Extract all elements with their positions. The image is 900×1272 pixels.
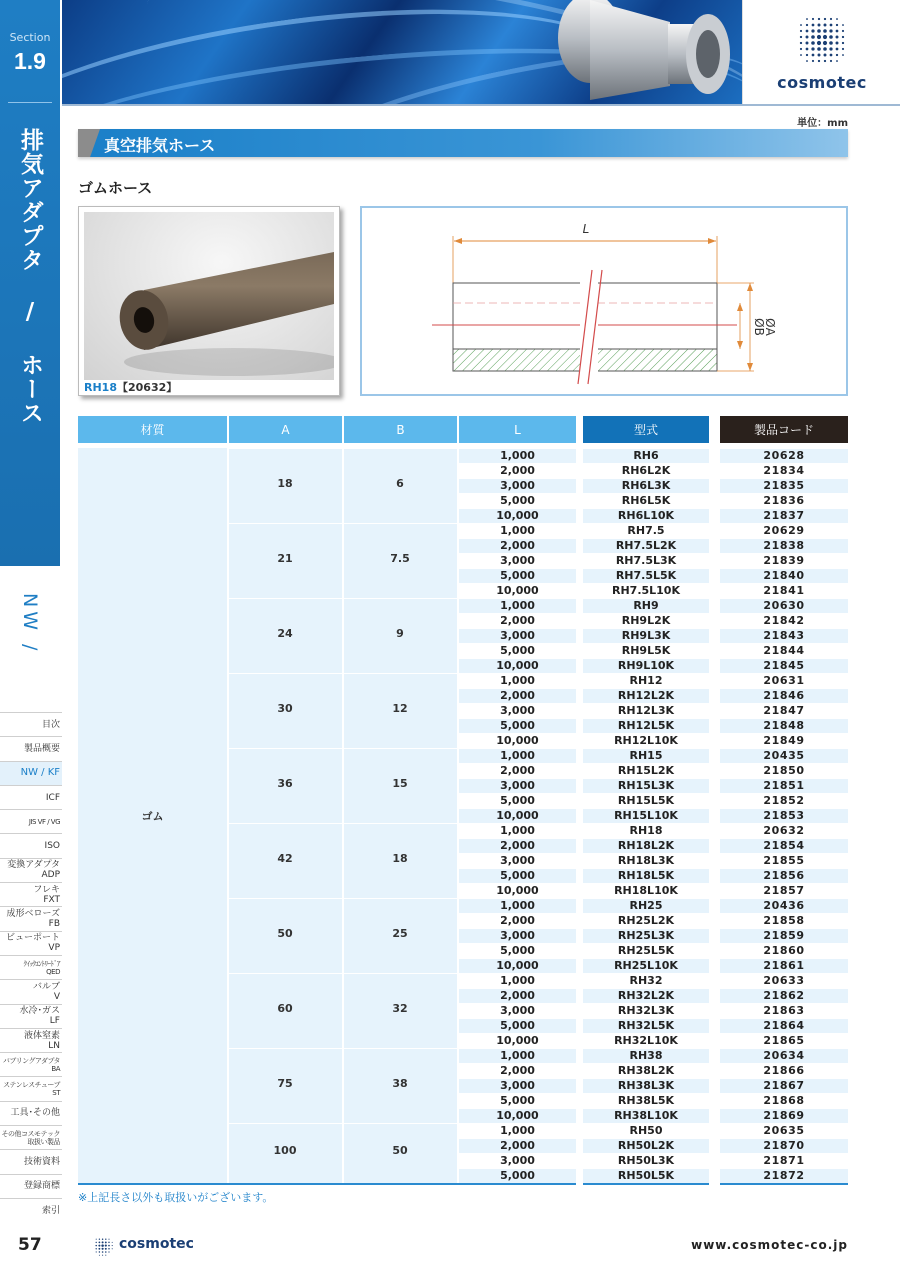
product-code-cell: 20630	[720, 599, 848, 613]
length-cell: 2,000	[459, 839, 576, 853]
dim-a-value: 18	[277, 476, 293, 490]
dim-a-value: 42	[277, 851, 293, 865]
table-row	[0, 1094, 900, 1109]
length-cell: 2,000	[459, 1139, 576, 1153]
nav-item-sub: FB	[48, 919, 60, 930]
model-cell: RH50	[583, 1124, 709, 1138]
unit-label: 単位：mm	[797, 118, 848, 129]
length-cell: 10,000	[459, 584, 576, 598]
fitting-image	[550, 0, 740, 104]
nav-item-label: 水冷･ガス	[19, 1006, 60, 1017]
header-material: 材質	[78, 416, 227, 443]
model-cell: RH12	[583, 674, 709, 688]
dim-a-value: 24	[277, 626, 293, 640]
product-code-cell: 21859	[720, 929, 848, 943]
model-cell: RH25L3K	[583, 929, 709, 943]
nav-item-sub: LF	[49, 1016, 60, 1027]
product-code-cell: 21866	[720, 1064, 848, 1078]
photo-model: RH18	[84, 381, 117, 394]
model-cell: RH38	[583, 1049, 709, 1063]
nav-item-label: 変換アダプタ	[7, 860, 60, 871]
nav-item-label: 目次	[41, 719, 60, 730]
table-row	[0, 776, 900, 794]
product-code-cell: 20631	[720, 674, 848, 688]
availability-note: ※上記長さ以外も取扱いがございます。	[78, 1191, 274, 1204]
dim-b-value: 7.5	[390, 551, 410, 565]
dim-b-value: 32	[392, 1001, 408, 1015]
length-cell: 10,000	[459, 509, 576, 523]
table-row	[0, 551, 900, 569]
table-row	[0, 701, 900, 719]
product-code-cell: 20635	[720, 1124, 848, 1138]
model-cell: RH18L2K	[583, 839, 709, 853]
table-row	[0, 944, 900, 959]
table-row	[0, 584, 900, 599]
length-cell: 5,000	[459, 794, 576, 808]
table-row	[0, 1034, 900, 1049]
model-cell: RH38L2K	[583, 1064, 709, 1078]
nav-item-sub: LN	[48, 1040, 60, 1051]
length-cell: 10,000	[459, 884, 576, 898]
table-row	[0, 1139, 900, 1154]
length-cell: 3,000	[459, 854, 576, 868]
nav-item-label: フレキ	[33, 884, 60, 895]
product-photo	[78, 206, 340, 396]
length-cell: 5,000	[459, 869, 576, 883]
model-cell: RH38L10K	[583, 1109, 709, 1123]
length-cell: 2,000	[459, 764, 576, 778]
table-row	[0, 824, 900, 839]
model-cell: RH32L3K	[583, 1004, 709, 1018]
product-code-cell: 21855	[720, 854, 848, 868]
length-cell: 1,000	[459, 599, 576, 613]
length-cell: 2,000	[459, 689, 576, 703]
dim-b-value: 38	[392, 1076, 408, 1090]
header-code: 製品コード	[720, 416, 848, 443]
model-cell: RH9L5K	[583, 644, 709, 658]
model-cell: RH25L10K	[583, 959, 709, 973]
table-row	[0, 1169, 900, 1184]
table-row	[0, 851, 900, 869]
product-code-cell: 21858	[720, 914, 848, 928]
table-row	[0, 884, 900, 899]
product-code-cell: 21863	[720, 1004, 848, 1018]
table-row	[0, 1154, 900, 1169]
nav-item-label: JIS VF / VG	[28, 817, 60, 826]
product-subtitle: ゴムホース	[78, 179, 153, 197]
product-code-cell: 21842	[720, 614, 848, 628]
product-code-cell: 20634	[720, 1049, 848, 1063]
page-title: 真空排気ホース	[104, 136, 216, 155]
product-code-cell: 20632	[720, 824, 848, 838]
table-row	[0, 614, 900, 629]
product-code-cell: 21838	[720, 539, 848, 553]
section-divider	[8, 102, 52, 103]
length-cell: 3,000	[459, 1154, 576, 1168]
model-cell: RH6L2K	[583, 464, 709, 478]
model-cell: RH38L5K	[583, 1094, 709, 1108]
model-cell: RH7.5	[583, 524, 709, 538]
product-code-cell: 20435	[720, 749, 848, 763]
product-code-cell: 21849	[720, 734, 848, 748]
model-cell: RH18L3K	[583, 854, 709, 868]
table-row	[0, 449, 900, 464]
length-cell: 5,000	[459, 944, 576, 958]
product-code-cell: 21846	[720, 689, 848, 703]
dim-b-value: 9	[396, 626, 404, 640]
table-row	[0, 674, 900, 689]
product-code-cell: 21870	[720, 1139, 848, 1153]
model-cell: RH32L10K	[583, 1034, 709, 1048]
model-cell: RH9	[583, 599, 709, 613]
length-cell: 1,000	[459, 824, 576, 838]
table-row	[0, 719, 900, 734]
product-code-cell: 21840	[720, 569, 848, 583]
header-b: B	[344, 416, 457, 443]
model-cell: RH9L2K	[583, 614, 709, 628]
length-cell: 1,000	[459, 749, 576, 763]
model-cell: RH18L5K	[583, 869, 709, 883]
table-row	[0, 914, 900, 929]
length-cell: 5,000	[459, 1094, 576, 1108]
length-label: L	[582, 222, 590, 236]
length-cell: 10,000	[459, 734, 576, 748]
length-cell: 3,000	[459, 479, 576, 493]
nav-item-label: バルブ	[32, 981, 60, 992]
table-row	[0, 974, 900, 989]
length-cell: 5,000	[459, 494, 576, 508]
length-cell: 3,000	[459, 554, 576, 568]
table-row	[0, 464, 900, 479]
table-row	[0, 494, 900, 509]
table-row	[0, 539, 900, 554]
product-code-cell: 21853	[720, 809, 848, 823]
length-cell: 3,000	[459, 779, 576, 793]
nav-item-sub: VP	[48, 943, 60, 954]
model-cell: RH12L2K	[583, 689, 709, 703]
table-row	[0, 524, 900, 539]
length-cell: 2,000	[459, 914, 576, 928]
product-code-cell: 21871	[720, 1154, 848, 1168]
product-code-cell: 21848	[720, 719, 848, 733]
model-cell: RH15L2K	[583, 764, 709, 778]
table-row	[0, 749, 900, 764]
table-row	[0, 1109, 900, 1124]
length-cell: 3,000	[459, 1004, 576, 1018]
length-cell: 2,000	[459, 989, 576, 1003]
nav-item-sub: ST	[52, 1089, 60, 1098]
product-code-cell: 20629	[720, 524, 848, 538]
table-row	[0, 989, 900, 1004]
nav-item-label: 技術資料	[23, 1156, 60, 1167]
dim-a-value: 100	[273, 1144, 297, 1157]
model-cell: RH6L3K	[583, 479, 709, 493]
table-row	[0, 1076, 900, 1094]
model-cell: RH7.5L2K	[583, 539, 709, 553]
product-code-cell: 21872	[720, 1169, 848, 1183]
model-cell: RH7.5L3K	[583, 554, 709, 568]
dim-b-value: 6	[396, 476, 404, 490]
length-cell: 10,000	[459, 1034, 576, 1048]
model-cell: RH18L10K	[583, 884, 709, 898]
dim-a-value: 30	[277, 701, 293, 715]
table-row	[0, 869, 900, 884]
length-cell: 10,000	[459, 809, 576, 823]
brand-logo	[742, 0, 900, 104]
table-row	[0, 959, 900, 974]
nav-item-label: 製品概要	[23, 743, 60, 754]
product-code-cell: 20628	[720, 449, 848, 463]
model-cell: RH50L2K	[583, 1139, 709, 1153]
product-code-cell: 21835	[720, 479, 848, 493]
length-cell: 5,000	[459, 1019, 576, 1033]
model-cell: RH12L3K	[583, 704, 709, 718]
product-code-cell: 21843	[720, 629, 848, 643]
length-cell: 3,000	[459, 629, 576, 643]
dim-b-value: 25	[392, 926, 408, 940]
table-row	[0, 1049, 900, 1064]
material-value: ゴム	[141, 810, 164, 823]
nav-item-label: 工具･その他	[10, 1108, 60, 1119]
nav-item-label: 液体窒素	[23, 1030, 60, 1041]
model-cell: RH7.5L5K	[583, 569, 709, 583]
model-cell: RH6L5K	[583, 494, 709, 508]
length-cell: 5,000	[459, 569, 576, 583]
rubber-hose-image	[84, 212, 334, 380]
length-cell: 2,000	[459, 1064, 576, 1078]
product-code-cell: 21865	[720, 1034, 848, 1048]
nav-item[interactable]	[0, 1198, 62, 1222]
dia-a-label: ØA	[763, 318, 777, 336]
photo-caption	[84, 379, 177, 395]
nav-item-label: NW / KF	[20, 767, 60, 779]
table-row	[0, 509, 900, 524]
table-row	[0, 476, 900, 494]
product-code-cell: 21862	[720, 989, 848, 1003]
table-row	[0, 644, 900, 659]
table-row	[0, 926, 900, 944]
model-cell: RH25	[583, 899, 709, 913]
section-number: 1.9	[14, 48, 46, 74]
dim-b-value: 50	[392, 1144, 408, 1157]
model-cell: RH6L10K	[583, 509, 709, 523]
length-cell: 10,000	[459, 659, 576, 673]
length-cell: 1,000	[459, 1049, 576, 1063]
model-cell: RH15L5K	[583, 794, 709, 808]
length-cell: 3,000	[459, 929, 576, 943]
brand-name: cosmotec	[777, 73, 867, 92]
model-cell: RH6	[583, 449, 709, 463]
nav-item-sub: 取扱い製品	[27, 1137, 60, 1146]
product-code-cell: 21868	[720, 1094, 848, 1108]
model-cell: RH9L10K	[583, 659, 709, 673]
table-row	[0, 839, 900, 854]
product-code-cell: 21857	[720, 884, 848, 898]
dim-b-value: 18	[392, 851, 408, 865]
nav-item-sub: V	[53, 991, 60, 1002]
model-cell: RH12L5K	[583, 719, 709, 733]
dim-a-value: 36	[277, 776, 293, 790]
dim-a-value: 60	[277, 1001, 293, 1015]
table-row	[0, 1124, 900, 1139]
dim-a-value: 75	[277, 1076, 293, 1090]
model-cell: RH15L3K	[583, 779, 709, 793]
length-cell: 2,000	[459, 614, 576, 628]
model-cell: RH12L10K	[583, 734, 709, 748]
category-title: NW /	[19, 593, 41, 655]
table-row	[0, 809, 900, 824]
nav-item-label: 成形ベローズ	[6, 909, 60, 920]
table-row	[0, 569, 900, 584]
header-banner	[62, 0, 742, 104]
dimension-drawing	[360, 206, 848, 396]
model-cell: RH7.5L10K	[583, 584, 709, 598]
nav-item-label: ISO	[44, 841, 60, 852]
product-code-cell: 21852	[720, 794, 848, 808]
nav-item-sub: BA	[51, 1064, 60, 1073]
model-cell: RH15L10K	[583, 809, 709, 823]
header-model: 型式	[583, 416, 709, 443]
length-cell: 1,000	[459, 524, 576, 538]
length-cell: 1,000	[459, 449, 576, 463]
model-cell: RH50L3K	[583, 1154, 709, 1168]
length-cell: 2,000	[459, 539, 576, 553]
logo-dots-icon	[743, 0, 900, 70]
length-cell: 1,000	[459, 674, 576, 688]
product-code-cell: 21836	[720, 494, 848, 508]
nav-item-sub: FXT	[43, 894, 60, 905]
table-row	[0, 734, 900, 749]
nav-item-label: バブリングアダプタ	[2, 1056, 60, 1065]
product-code-cell: 21850	[720, 764, 848, 778]
title-bar	[78, 129, 848, 157]
model-cell: RH18	[583, 824, 709, 838]
length-cell: 5,000	[459, 644, 576, 658]
table-row	[0, 899, 900, 914]
model-cell: RH50L5K	[583, 1169, 709, 1183]
product-code-cell: 21834	[720, 464, 848, 478]
model-cell: RH25L2K	[583, 914, 709, 928]
length-cell: 5,000	[459, 1169, 576, 1183]
product-code-cell: 21861	[720, 959, 848, 973]
table-row	[0, 599, 900, 614]
model-cell: RH32	[583, 974, 709, 988]
page-number: 57	[18, 1235, 42, 1255]
nav-item-label: ステンレスチューブ	[3, 1081, 60, 1090]
website-url[interactable]: www.cosmotec-co.jp	[691, 1238, 848, 1252]
model-cell: RH25L5K	[583, 944, 709, 958]
header-a: A	[229, 416, 342, 443]
table-row	[0, 1019, 900, 1034]
section-title: 排気アダプタ / ホース	[17, 128, 43, 425]
table-row	[0, 689, 900, 704]
length-cell: 3,000	[459, 1079, 576, 1093]
product-code-cell: 21841	[720, 584, 848, 598]
header-l: L	[459, 416, 576, 443]
product-code-cell: 21860	[720, 944, 848, 958]
section-label: Section	[9, 31, 51, 44]
length-cell: 5,000	[459, 719, 576, 733]
table-row	[0, 1064, 900, 1079]
product-code-cell: 21837	[720, 509, 848, 523]
product-code-cell: 21856	[720, 869, 848, 883]
length-cell: 1,000	[459, 1124, 576, 1138]
nav-item-sub: QED	[46, 967, 60, 976]
product-code-cell: 21864	[720, 1019, 848, 1033]
dim-a-value: 50	[277, 926, 293, 940]
dim-b-value: 12	[392, 701, 408, 715]
model-cell: RH38L3K	[583, 1079, 709, 1093]
nav-item-sub: ADP	[41, 870, 60, 881]
product-code-cell: 20633	[720, 974, 848, 988]
length-cell: 2,000	[459, 464, 576, 478]
product-code-cell: 21869	[720, 1109, 848, 1123]
product-code-cell: 21854	[720, 839, 848, 853]
nav-item-label: 登録商標	[23, 1181, 60, 1192]
product-code-cell: 21845	[720, 659, 848, 673]
model-cell: RH9L3K	[583, 629, 709, 643]
table-row	[0, 764, 900, 779]
table-row	[0, 626, 900, 644]
product-code-cell: 21839	[720, 554, 848, 568]
length-cell: 3,000	[459, 704, 576, 718]
table-row	[0, 659, 900, 674]
footer-brand: cosmotec	[119, 1236, 194, 1252]
model-cell: RH32L2K	[583, 989, 709, 1003]
nav-item-label: ICF	[45, 792, 60, 803]
length-cell: 1,000	[459, 899, 576, 913]
model-cell: RH32L5K	[583, 1019, 709, 1033]
dim-b-value: 15	[392, 776, 408, 790]
product-code-cell: 21844	[720, 644, 848, 658]
model-cell: RH15	[583, 749, 709, 763]
product-code-cell: 21847	[720, 704, 848, 718]
footer-logo-icon	[90, 1235, 116, 1257]
product-code-cell: 21867	[720, 1079, 848, 1093]
nav-item-label: ビューポート	[5, 933, 60, 944]
length-cell: 10,000	[459, 1109, 576, 1123]
nav-item-label: その他コスモテック	[1, 1129, 60, 1138]
photo-code: 【20632】	[116, 381, 178, 394]
nav-item-label: ｸｲｯｸｴﾝﾄﾘｰﾄﾞｱ	[23, 959, 60, 968]
table-row	[0, 1001, 900, 1019]
length-cell: 10,000	[459, 959, 576, 973]
product-code-cell: 21851	[720, 779, 848, 793]
dia-b-label: ØB	[752, 318, 766, 336]
banner-divider	[62, 104, 900, 106]
nav-item-label: 索引	[41, 1205, 60, 1216]
table-row	[0, 794, 900, 809]
product-code-cell: 20436	[720, 899, 848, 913]
length-cell: 1,000	[459, 974, 576, 988]
dim-a-value: 21	[277, 551, 293, 565]
